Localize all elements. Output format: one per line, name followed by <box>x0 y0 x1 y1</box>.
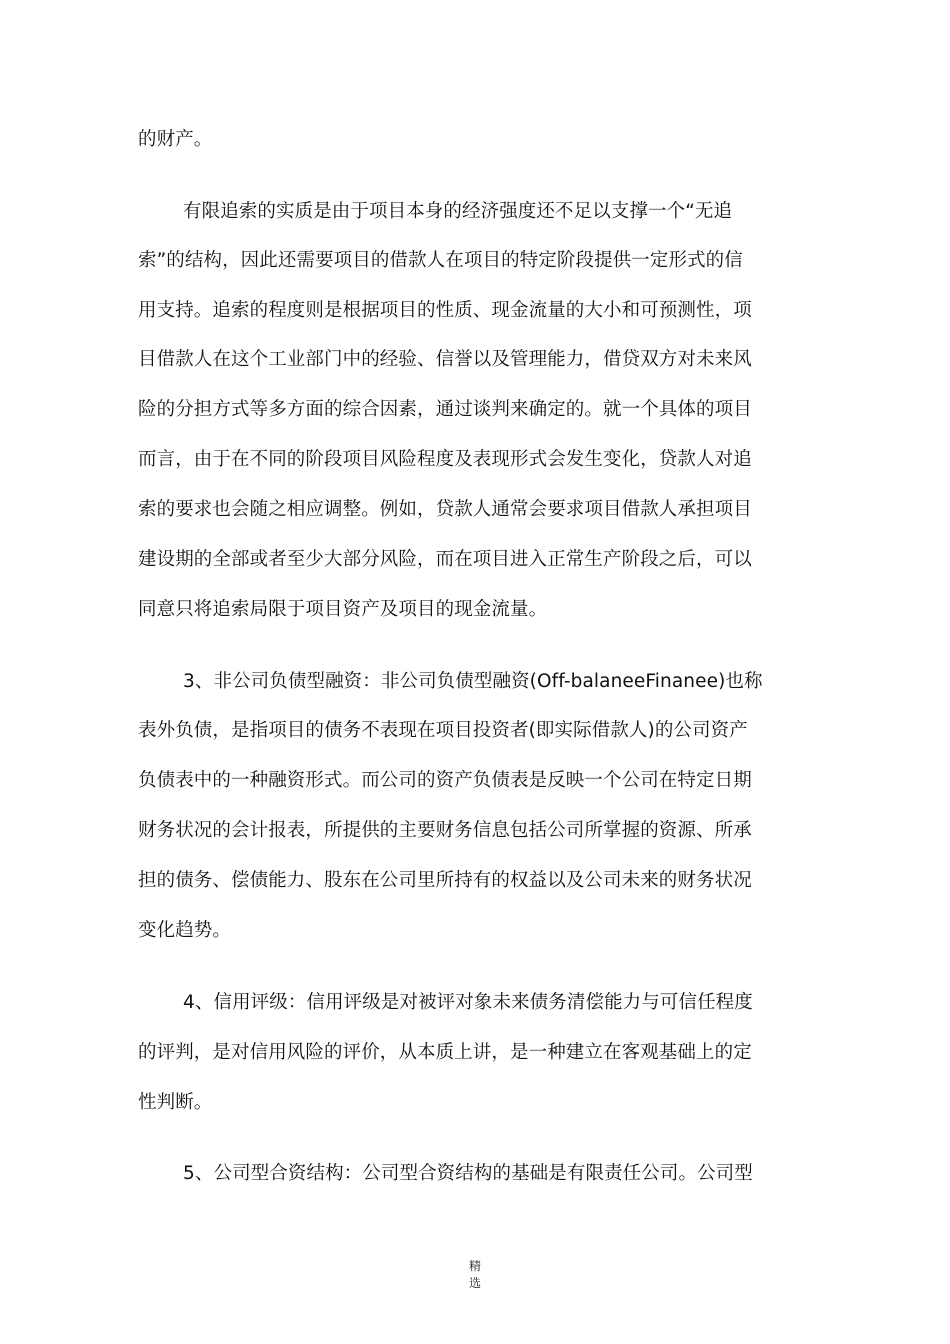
paragraph-4-line-1: 4、信用评级：信用评级是对被评对象未来债务清偿能力与可信任程度 <box>183 992 753 1013</box>
paragraph-2-line-6: 而言，由于在不同的阶段项目风险程度及表现形式会发生变化，贷款人对追 <box>138 449 752 470</box>
paragraph-4-line-3: 性判断。 <box>138 1092 213 1113</box>
paragraph-3-line-5: 担的债务、偿债能力、股东在公司里所持有的权益以及公司未来的财务状况 <box>138 870 752 891</box>
paragraph-2-line-2: 索”的结构，因此还需要项目的借款人在项目的特定阶段提供一定形式的信 <box>138 250 743 271</box>
paragraph-4-line-2: 的评判，是对信用风险的评价，从本质上讲，是一种建立在客观基础上的定 <box>138 1042 752 1063</box>
paragraph-2-line-7: 索的要求也会随之相应调整。例如，贷款人通常会要求项目借款人承担项目 <box>138 499 752 520</box>
footer-mark-line-2: 选 <box>468 1276 481 1290</box>
paragraph-3-line-4: 财务状况的会计报表，所提供的主要财务信息包括公司所掌握的资源、所承 <box>138 820 752 841</box>
paragraph-2-line-5: 险的分担方式等多方面的综合因素，通过谈判来确定的。就一个具体的项目 <box>138 399 752 420</box>
paragraph-1-line-1: 的财产。 <box>138 129 213 150</box>
paragraph-3-line-2: 表外负债，是指项目的债务不表现在项目投资者(即实际借款人)的公司资产 <box>138 720 748 741</box>
paragraph-2-line-3: 用支持。追索的程度则是根据项目的性质、现金流量的大小和可预测性，项 <box>138 300 752 321</box>
paragraph-2-line-9: 同意只将追索局限于项目资产及项目的现金流量。 <box>138 599 548 620</box>
paragraph-5-line-1: 5、公司型合资结构：公司型合资结构的基础是有限责任公司。公司型 <box>183 1163 753 1184</box>
paragraph-2-line-4: 目借款人在这个工业部门中的经验、信誉以及管理能力，借贷双方对未来风 <box>138 349 752 370</box>
paragraph-3-line-6: 变化趋势。 <box>138 920 232 941</box>
paragraph-3-line-1: 3、非公司负债型融资：非公司负债型融资(Off-balaneeFinanee)也称 <box>183 671 763 692</box>
paragraph-3-line-3: 负债表中的一种融资形式。而公司的资产负债表是反映一个公司在特定日期 <box>138 770 752 791</box>
paragraph-2-line-1: 有限追索的实质是由于项目本身的经济强度还不足以支撑一个“无追 <box>183 201 733 222</box>
footer-mark-line-1: 精 <box>468 1259 481 1273</box>
paragraph-2-line-8: 建设期的全部或者至少大部分风险，而在项目进入正常生产阶段之后，可以 <box>138 549 752 570</box>
